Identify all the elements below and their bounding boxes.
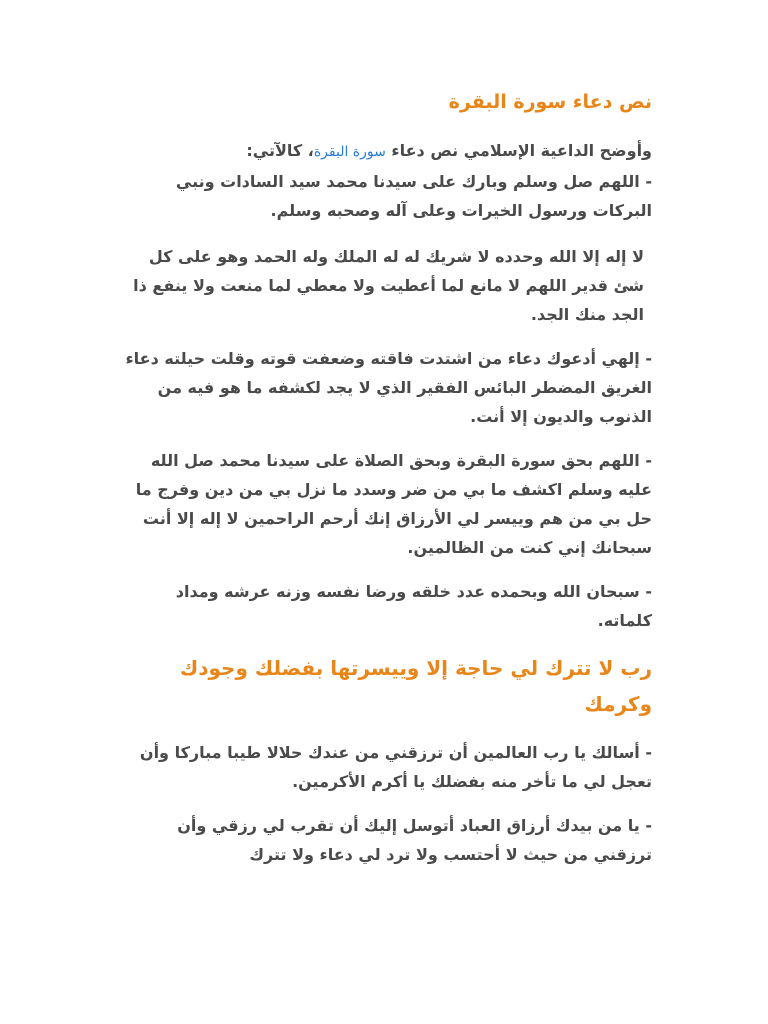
dua-paragraph: لا إله إلا الله وحدده لا شريك له له الملك وله الحمد وهو على كل شئ قدير اللهم لا مانع لما أعطيت ولا معطي لما منعت ولا ينفع ذا الجد منك الجد. <box>133 247 644 324</box>
surah-baqarah-link[interactable]: سورة البقرة <box>313 144 386 160</box>
intro-dua-text: - اللهم صل وسلم وبارك على سيدنا محمد سيد السادات ونبي البركات ورسول الخيرات وعلى آله وصحبه وسلم. <box>175 172 652 220</box>
dua-paragraph: - سبحان الله وبحمده عدد خلقه ورضا نفسه وزنه عرشه ومداد كلماته. <box>175 582 652 630</box>
section-heading: نص دعاء سورة البقرة <box>448 91 652 113</box>
dua-paragraph: - إلهي أدعوك دعاء من اشتدت فاقته وضعفت قوته وقلت حيلته دعاء الغريق المضطر البائس الفقير الذي لا يجد لكشفه ما هو فيه من الذنوب والديون إلا أنت. <box>125 349 652 426</box>
intro-paragraph <box>118 136 652 225</box>
dua-paragraph: - اللهم بحق سورة البقرة وبحق الصلاة على سيدنا محمد صل الله عليه وسلم اكشف ما بي من ضر وسدد ما نزل بي من دين وفرج ما حل بي من هم وييسر لي الأرزاق إنك أرحم الراحمين لا إله إلا أنت سبحانك إني كنت من الظالمين. <box>135 451 652 557</box>
dua-paragraph: - أسالك يا رب العالمين أن ترزقني من عندك حلالا طيبا مباركا وأن تعجل لي ما تأخر منه بفضلك يا أكرم الأكرمين. <box>139 743 652 791</box>
intro-text-after-link: ، كالآتي: <box>246 141 314 160</box>
intro-text-before-link: وأوضح الداعية الإسلامي نص دعاء <box>385 141 652 160</box>
article-body <box>118 88 652 884</box>
section-heading: رب لا تترك لي حاجة إلا وييسرتها بفضلك وجودك وكرمك <box>179 656 652 716</box>
dua-paragraph: - يا من بيدك أرزاق العباد أتوسل إليك أن تقرب لي رزقي وأن ترزقني من حيث لا أحتسب ولا ترد لي دعاء ولا تترك <box>177 816 652 864</box>
